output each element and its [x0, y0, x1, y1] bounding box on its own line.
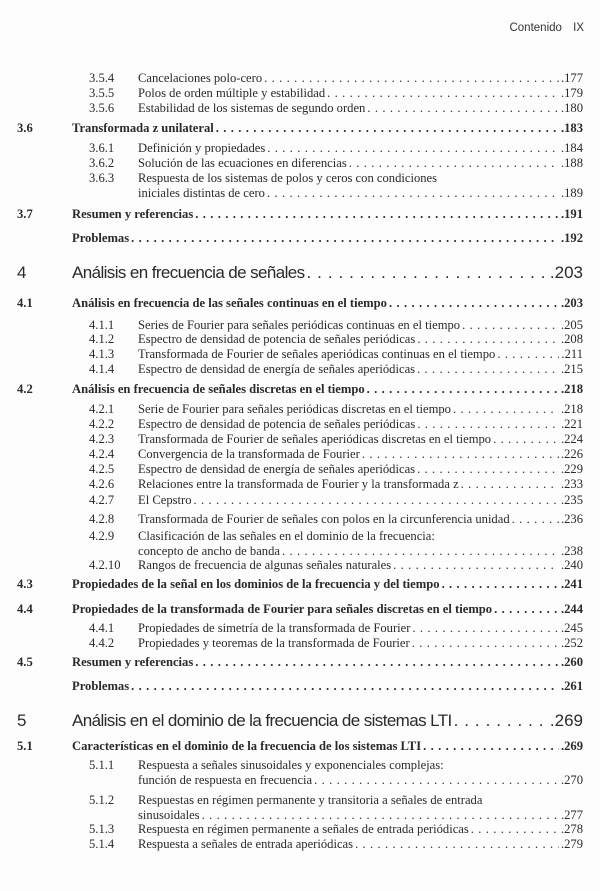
toc-entry[interactable] [0, 576, 600, 592]
entry-number: 4.3 [17, 577, 33, 591]
entry-number: 4.2.1 [89, 402, 115, 416]
entry-number: 5.1.1 [89, 758, 115, 772]
entry-number: 3.6.2 [89, 156, 115, 170]
dot-leader [131, 678, 559, 694]
entry-number: 5.1 [17, 739, 33, 753]
toc-entry[interactable] [0, 206, 600, 222]
toc-entry[interactable] [0, 792, 600, 808]
dot-leader [393, 557, 559, 573]
entry-title: Análisis en frecuencia de las señales continuas en el tiempo [72, 296, 387, 310]
dot-leader [494, 601, 559, 617]
toc-entry[interactable] [0, 710, 600, 732]
entry-page-number: .252 [560, 636, 583, 650]
entry-number: 4.4.2 [89, 636, 115, 650]
toc-entry[interactable] [0, 416, 600, 432]
toc-entry[interactable] [0, 170, 600, 186]
dot-leader [131, 230, 559, 246]
entry-page-number: .278 [560, 822, 583, 836]
entry-number: 4.2.6 [89, 477, 115, 491]
dot-leader [195, 206, 559, 222]
entry-number: 4.1.3 [89, 347, 115, 361]
entry-title: Respuesta a señales de entrada aperiódicas [138, 837, 354, 851]
entry-page-number: .191 [560, 207, 583, 221]
entry-page-number: .184 [560, 141, 583, 155]
entry-number: 4.1 [17, 296, 33, 310]
entry-page-number: .229 [560, 462, 583, 476]
dot-leader [412, 635, 559, 651]
entry-title: Transformada z unilateral [72, 121, 214, 135]
entry-number: 4.2.3 [89, 432, 115, 446]
dot-leader [389, 295, 559, 311]
toc-entry[interactable] [0, 331, 600, 347]
entry-title: Definición y propiedades [138, 141, 266, 155]
toc-entry[interactable] [0, 528, 600, 544]
entry-title: Características en el dominio de la frecuencia de los sistemas LTI [72, 739, 422, 753]
entry-page-number: .205 [560, 318, 583, 332]
toc-entry[interactable] [0, 654, 600, 670]
dot-leader [355, 836, 559, 852]
entry-page-number: .241 [560, 577, 583, 591]
dot-leader [417, 331, 559, 347]
entry-title: Propiedades de simetría de la transformada de Fourier [138, 621, 411, 635]
entry-title: Problemas [72, 231, 130, 245]
entry-number: 5.1.3 [89, 822, 115, 836]
entry-title: Espectro de densidad de potencia de señales periódicas [138, 332, 416, 346]
entry-title: Clasificación de las señales en el dominio de la frecuencia: [138, 529, 435, 543]
entry-page-number: .270 [560, 773, 583, 787]
toc-entry[interactable] [0, 431, 600, 447]
toc-entry[interactable] [0, 120, 600, 136]
entry-page-number: .180 [560, 101, 583, 115]
dot-leader [497, 346, 559, 362]
toc-entry[interactable] [0, 381, 600, 397]
entry-page-number: .226 [560, 447, 583, 461]
dot-leader [195, 654, 559, 670]
entry-number: 4.5 [17, 655, 33, 669]
entry-number: 4.4.1 [89, 621, 115, 635]
entry-title: Espectro de densidad de potencia de señales periódicas [138, 417, 416, 431]
entry-title: Espectro de densidad de energía de señales aperiódicas [138, 362, 416, 376]
dot-leader [417, 416, 559, 432]
dot-leader [367, 381, 559, 397]
entry-page-number: .179 [560, 86, 583, 100]
entry-number: 4.2.8 [89, 512, 115, 526]
entry-number: 3.6.1 [89, 141, 115, 155]
dot-leader [417, 461, 559, 477]
dot-leader [412, 620, 559, 636]
entry-page-number: .183 [560, 121, 583, 135]
entry-number: 4.1.2 [89, 332, 115, 346]
toc-entry[interactable] [0, 361, 600, 377]
toc-entry[interactable] [0, 836, 600, 852]
entry-number: 4.1.1 [89, 318, 115, 332]
entry-page-number: .221 [560, 417, 583, 431]
dot-leader [417, 361, 559, 377]
entry-page-number: .203 [549, 263, 583, 282]
entry-title: Transformada de Fourier de señales aperiódicas continuas en el tiempo [138, 347, 496, 361]
entry-page-number: .261 [560, 679, 583, 693]
dot-leader [307, 262, 548, 284]
entry-page-number: .269 [560, 739, 583, 753]
dot-leader [327, 85, 559, 101]
dot-leader [454, 710, 548, 732]
entry-page-number: .244 [560, 602, 583, 616]
entry-page-number: .188 [560, 156, 583, 170]
toc-entry[interactable] [0, 557, 600, 573]
entry-number: 4.2.7 [89, 493, 115, 507]
dot-leader [362, 446, 559, 462]
entry-number: 4.2.4 [89, 447, 115, 461]
dot-leader [512, 511, 559, 527]
entry-title: Respuestas en régimen permanente y transitoria a señales de entrada [138, 793, 483, 807]
entry-page-number: .224 [560, 432, 583, 446]
entry-title: iniciales distintas de cero [138, 186, 265, 200]
entry-title: Relaciones entre la transformada de Fourier y la transformada z [138, 477, 459, 491]
dot-leader [267, 140, 559, 156]
entry-number: 3.6 [17, 121, 33, 135]
entry-page-number: .235 [560, 493, 583, 507]
entry-title: Serie de Fourier para señales periódicas discretas en el tiempo [138, 402, 451, 416]
toc-entry[interactable] [0, 262, 600, 284]
entry-page-number: .218 [560, 382, 583, 396]
entry-title: El Cepstro [138, 493, 192, 507]
entry-title: sinusoidales [138, 808, 200, 822]
entry-number: 4.4 [17, 602, 33, 616]
entry-page-number: .277 [560, 808, 583, 822]
entry-number: 5.1.4 [89, 837, 115, 851]
entry-title: Análisis en frecuencia de señales discretas en el tiempo [72, 382, 365, 396]
toc-entry[interactable] [0, 100, 600, 116]
dot-leader [453, 401, 559, 417]
toc-entry[interactable] [0, 620, 600, 636]
header-section: Contenido [509, 22, 562, 34]
entry-title: Cancelaciones polo-cero [138, 71, 263, 85]
toc-entry[interactable] [0, 492, 600, 508]
toc-entry[interactable] [0, 295, 600, 311]
dot-leader [267, 185, 559, 201]
entry-number: 4.2 [17, 382, 33, 396]
entry-number: 3.5.6 [89, 101, 115, 115]
entry-number: 5 [17, 711, 27, 730]
entry-page-number: .269 [549, 711, 583, 730]
entry-page-number: .236 [560, 512, 583, 526]
running-header [509, 22, 584, 34]
entry-page-number: .245 [560, 621, 583, 635]
entry-title: Polos de orden múltiple y estabilidad [138, 86, 326, 100]
entry-title: Propiedades y teoremas de la transformada de Fourier [138, 636, 410, 650]
toc-entry[interactable] [0, 772, 600, 788]
dot-leader [471, 821, 559, 837]
toc-entry[interactable] [0, 678, 600, 694]
entry-title: Propiedades de la transformada de Fourier para señales discretas en el tiempo [72, 602, 493, 616]
header-page-number: IX [573, 22, 584, 34]
entry-title: Propiedades de la señal en los dominios de la frecuencia y del tiempo [72, 577, 440, 591]
dot-leader [493, 431, 559, 447]
toc-entry[interactable] [0, 185, 600, 201]
entry-page-number: .192 [560, 231, 583, 245]
entry-title: Resumen y referencias [72, 207, 194, 221]
entry-page-number: .233 [560, 477, 583, 491]
dot-leader [367, 100, 559, 116]
toc-entry[interactable] [0, 346, 600, 362]
entry-title: Análisis en el dominio de la frecuencia de sistemas LTI [72, 711, 452, 730]
entry-page-number: .215 [560, 362, 583, 376]
entry-title: Estabilidad de los sistemas de segundo orden [138, 101, 366, 115]
entry-number: 4.2.2 [89, 417, 115, 431]
entry-page-number: .208 [560, 332, 583, 346]
toc-entry[interactable] [0, 635, 600, 651]
entry-page-number: .279 [560, 837, 583, 851]
entry-title: Espectro de densidad de energía de señales aperiódicas [138, 462, 416, 476]
entry-title: Respuesta en régimen permanente a señales de entrada periódicas [138, 822, 469, 836]
entry-page-number: .218 [560, 402, 583, 416]
entry-number: 4.2.10 [89, 558, 121, 572]
toc-entry[interactable] [0, 401, 600, 417]
toc-entry[interactable] [0, 511, 600, 527]
entry-title: Transformada de Fourier de señales con polos en la circunferencia unidad [138, 512, 510, 526]
entry-number: 3.5.4 [89, 71, 115, 85]
entry-number: 5.1.2 [89, 793, 115, 807]
entry-title: Problemas [72, 679, 130, 693]
entry-page-number: .189 [560, 186, 583, 200]
toc-entry[interactable] [0, 85, 600, 101]
toc-entry[interactable] [0, 446, 600, 462]
entry-page-number: .260 [560, 655, 583, 669]
entry-title: Resumen y referencias [72, 655, 194, 669]
entry-title: Rangos de frecuencia de algunas señales naturales [138, 558, 392, 572]
dot-leader [461, 476, 559, 492]
entry-number: 3.6.3 [89, 171, 115, 185]
dot-leader [442, 576, 559, 592]
entry-title: concepto de ancho de banda [138, 544, 280, 558]
entry-title: Análisis en frecuencia de señales [72, 263, 305, 282]
entry-number: 3.7 [17, 207, 33, 221]
toc-entry[interactable] [0, 461, 600, 477]
entry-title: función de respuesta en frecuencia [138, 773, 313, 787]
dot-leader [216, 120, 559, 136]
entry-number: 3.5.5 [89, 86, 115, 100]
toc-entry[interactable] [0, 738, 600, 754]
entry-title: Respuesta de los sistemas de polos y ceros con condiciones [138, 171, 438, 185]
toc-entry[interactable] [0, 230, 600, 246]
entry-page-number: .211 [561, 347, 583, 361]
dot-leader [349, 155, 559, 171]
entry-page-number: .177 [560, 71, 583, 85]
entry-number: 4.2.9 [89, 529, 115, 543]
entry-title: Convergencia de la transformada de Fourier [138, 447, 360, 461]
entry-title: Solución de las ecuaciones en diferencias [138, 156, 347, 170]
dot-leader [264, 70, 559, 86]
dot-leader [423, 738, 559, 754]
dot-leader [314, 772, 559, 788]
toc-entry[interactable] [0, 70, 600, 86]
toc-entry[interactable] [0, 757, 600, 773]
toc-entry[interactable] [0, 601, 600, 617]
toc-entry[interactable] [0, 155, 600, 171]
entry-title: Respuesta a señales sinusoidales y exponenciales complejas: [138, 758, 444, 772]
entry-number: 4.1.4 [89, 362, 115, 376]
entry-title: Series de Fourier para señales periódicas continuas en el tiempo [138, 318, 461, 332]
entry-number: 4.2.5 [89, 462, 115, 476]
dot-leader [194, 492, 559, 508]
toc-entry[interactable] [0, 476, 600, 492]
entry-title: Transformada de Fourier de señales aperiódicas discretas en el tiempo [138, 432, 492, 446]
entry-number: 4 [17, 263, 27, 282]
entry-page-number: .240 [560, 558, 583, 572]
entry-page-number: .238 [560, 544, 583, 558]
toc-entry[interactable] [0, 140, 600, 156]
toc-entry[interactable] [0, 821, 600, 837]
entry-page-number: .203 [560, 296, 583, 310]
